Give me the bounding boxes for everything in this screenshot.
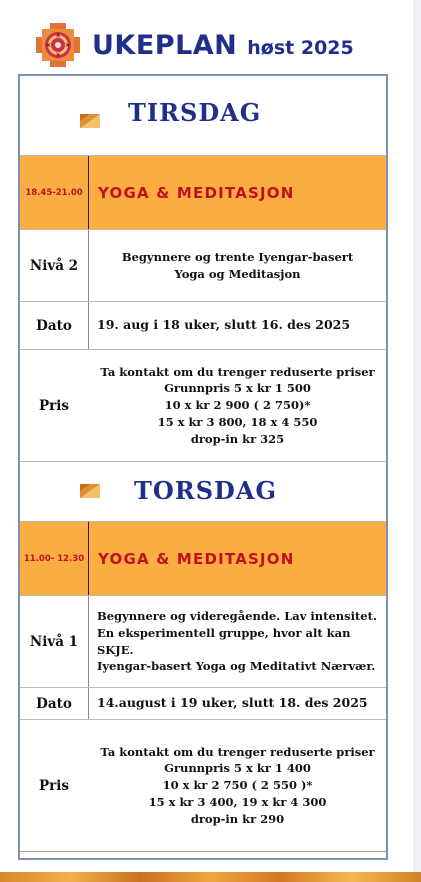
decorative-footer-strip bbox=[0, 872, 421, 882]
price-line: Ta kontakt om du trenger reduserte priser bbox=[100, 744, 375, 759]
date-text bbox=[89, 688, 386, 719]
price-line: 10 x kr 2 900 ( 2 750)* bbox=[164, 398, 311, 413]
ornament-tile-icon bbox=[80, 114, 100, 128]
level-row-tuesday bbox=[20, 230, 386, 302]
date-value: 19. aug i 18 uker, slutt 16. des 2025 bbox=[97, 317, 351, 333]
date-label: Dato bbox=[20, 302, 89, 349]
price-line: 15 x kr 3 800, 18 x 4 550 bbox=[157, 414, 318, 429]
price-line: Grunnpris 5 x kr 1 500 bbox=[164, 381, 311, 396]
level-line: Begynnere og videregående. Lav intensitet. bbox=[97, 609, 377, 624]
class-name: YOGA & MEDITASJON bbox=[98, 549, 295, 568]
level-description bbox=[89, 596, 386, 687]
price-row-thursday bbox=[20, 720, 386, 852]
date-row-thursday bbox=[20, 688, 386, 720]
price-line: Ta kontakt om du trenger reduserte priser bbox=[100, 364, 375, 379]
page-header bbox=[36, 22, 354, 68]
day-title: TIRSDAG bbox=[128, 98, 262, 127]
day-header-thursday bbox=[20, 462, 386, 522]
class-band-tuesday bbox=[20, 156, 386, 230]
price-line: drop-in kr 325 bbox=[190, 431, 285, 446]
page-subtitle: høst 2025 bbox=[247, 37, 354, 59]
class-time: 18.45-21.00 bbox=[20, 156, 89, 229]
level-label: Nivå 1 bbox=[20, 596, 89, 687]
price-label: Pris bbox=[39, 397, 69, 414]
class-name: YOGA & MEDITASJON bbox=[98, 183, 295, 202]
mandala-logo-icon bbox=[36, 23, 80, 67]
level-description bbox=[89, 230, 386, 301]
price-row-tuesday bbox=[20, 350, 386, 462]
level-line: Begynnere og trente Iyengar-basert bbox=[121, 249, 354, 264]
schedule-panel bbox=[18, 74, 388, 860]
level-line: Iyengar-basert Yoga og Meditativt Nærvær. bbox=[97, 659, 376, 674]
class-time: 11.00- 12.30 bbox=[20, 522, 89, 595]
price-line: Grunnpris 5 x kr 1 400 bbox=[164, 761, 311, 776]
price-list bbox=[89, 720, 386, 851]
price-line: 10 x kr 2 750 ( 2 550 )* bbox=[162, 778, 313, 793]
level-line: En eksperimentell gruppe, hvor alt kan SKJE. bbox=[97, 625, 351, 657]
level-label: Nivå 2 bbox=[20, 230, 89, 301]
day-header-tuesday bbox=[20, 76, 386, 156]
date-value: 14.august i 19 uker, slutt 18. des 2025 bbox=[97, 695, 368, 711]
price-list bbox=[89, 350, 386, 461]
day-title: TORSDAG bbox=[134, 476, 277, 505]
class-band-thursday bbox=[20, 522, 386, 596]
page-edge bbox=[413, 0, 421, 882]
date-label: Dato bbox=[20, 688, 89, 719]
level-line: Yoga og Meditasjon bbox=[174, 266, 301, 281]
level-row-thursday bbox=[20, 596, 386, 688]
ornament-tile-icon bbox=[80, 484, 100, 498]
date-text bbox=[89, 302, 386, 349]
price-line: 15 x kr 3 400, 19 x kr 4 300 bbox=[148, 794, 327, 809]
date-row-tuesday bbox=[20, 302, 386, 350]
price-line: drop-in kr 290 bbox=[190, 811, 285, 826]
price-label: Pris bbox=[39, 777, 69, 794]
page-title: UKEPLAN bbox=[92, 29, 238, 61]
